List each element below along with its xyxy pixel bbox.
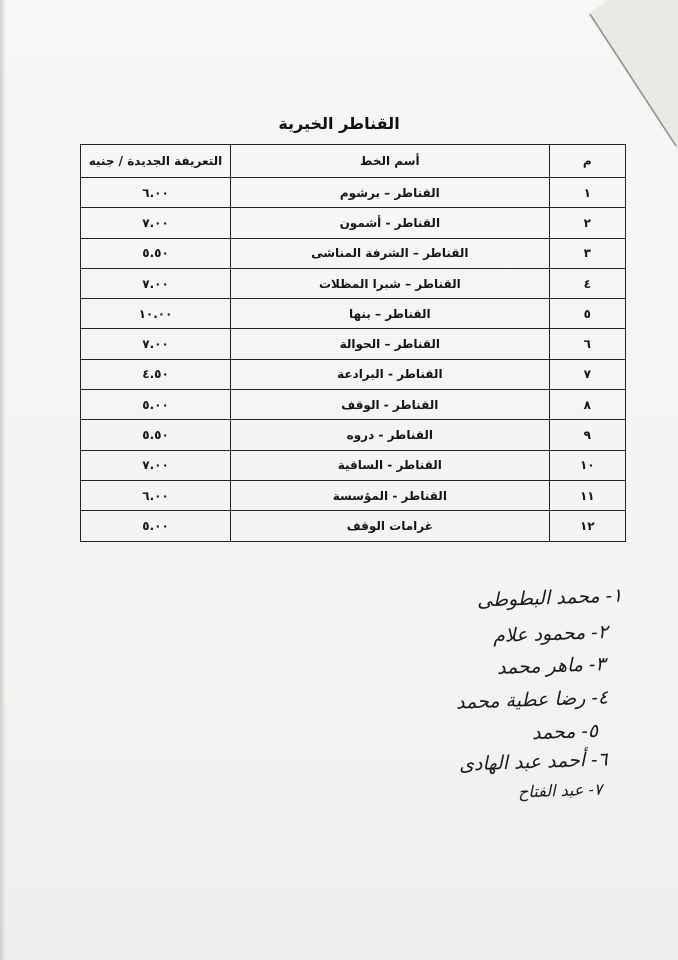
- table-row: [81, 511, 626, 541]
- row-fare: ٥.٠٠: [81, 511, 231, 541]
- row-line: القناطر - دروه: [231, 420, 550, 450]
- table-row: [81, 299, 626, 329]
- row-line: القناطر - الساقية: [231, 450, 550, 480]
- header-line-name: أسم الخط: [231, 145, 550, 178]
- header-number: م: [549, 145, 625, 178]
- table-row: [81, 238, 626, 268]
- signature-line: ٧- عبد الفتاح: [517, 779, 603, 802]
- signature-line: ٤- رضا عطية محمد: [455, 686, 609, 714]
- table-row: [81, 480, 626, 510]
- row-fare: ٥.٠٠: [81, 390, 231, 420]
- row-line: القناطر – شبرا المظلات: [231, 268, 550, 298]
- row-number: ١٠: [549, 450, 625, 480]
- row-fare: ٧.٠٠: [81, 208, 231, 238]
- row-line: القناطر - الوقف: [231, 390, 550, 420]
- row-number: ٣: [549, 238, 625, 268]
- row-line: القناطر – الشرفة المناشى: [231, 238, 550, 268]
- row-number: ٦: [549, 329, 625, 359]
- table-row: [81, 268, 626, 298]
- row-fare: ١٠.٠٠: [81, 299, 231, 329]
- row-fare: ٤.٥٠: [81, 359, 231, 389]
- table-row: [81, 178, 626, 208]
- row-line: القناطر – بنها: [231, 299, 550, 329]
- row-number: ١١: [549, 480, 625, 510]
- signature-line: ٣- ماهر محمد: [497, 653, 607, 679]
- row-line: غرامات الوقف: [231, 511, 550, 541]
- row-fare: ٧.٠٠: [81, 450, 231, 480]
- row-number: ٨: [549, 390, 625, 420]
- row-fare: ٧.٠٠: [81, 329, 231, 359]
- row-number: ٤: [549, 268, 625, 298]
- row-number: ١: [549, 178, 625, 208]
- row-line: القناطر – الحوالة: [231, 329, 550, 359]
- row-number: ٥: [549, 299, 625, 329]
- page-title: القناطر الخيرية: [278, 114, 400, 133]
- row-fare: ٥.٥٠: [81, 238, 231, 268]
- table-row: [81, 420, 626, 450]
- row-fare: ٥.٥٠: [81, 420, 231, 450]
- page-edge-shadow: [0, 0, 6, 960]
- row-line: القناطر - المؤسسة: [231, 480, 550, 510]
- signature-line: ٦- أحمد عبد الهادى: [458, 748, 609, 776]
- table-row: [81, 450, 626, 480]
- row-number: ١٢: [549, 511, 625, 541]
- row-line: القناطر - البرادعة: [231, 359, 550, 389]
- signature-line: ٢- محمود علام: [492, 621, 609, 647]
- table-row: [81, 329, 626, 359]
- row-number: ٢: [549, 208, 625, 238]
- table-row: [81, 390, 626, 420]
- handwritten-signatures: [0, 575, 678, 815]
- table-row: [81, 359, 626, 389]
- signature-line: ١- محمد البطوطى: [476, 584, 623, 612]
- table-header-row: [81, 145, 626, 178]
- row-fare: ٦.٠٠: [81, 178, 231, 208]
- row-number: ٧: [549, 359, 625, 389]
- row-fare: ٦.٠٠: [81, 480, 231, 510]
- header-new-fare: التعريفة الجديدة / جنيه: [81, 145, 231, 178]
- signature-line: ٥- محمد: [531, 719, 599, 745]
- row-number: ٩: [549, 420, 625, 450]
- table-row: [81, 208, 626, 238]
- fare-table: [80, 144, 626, 542]
- row-fare: ٧.٠٠: [81, 268, 231, 298]
- row-line: القناطر – برشوم: [231, 178, 550, 208]
- row-line: القناطر - أشمون: [231, 208, 550, 238]
